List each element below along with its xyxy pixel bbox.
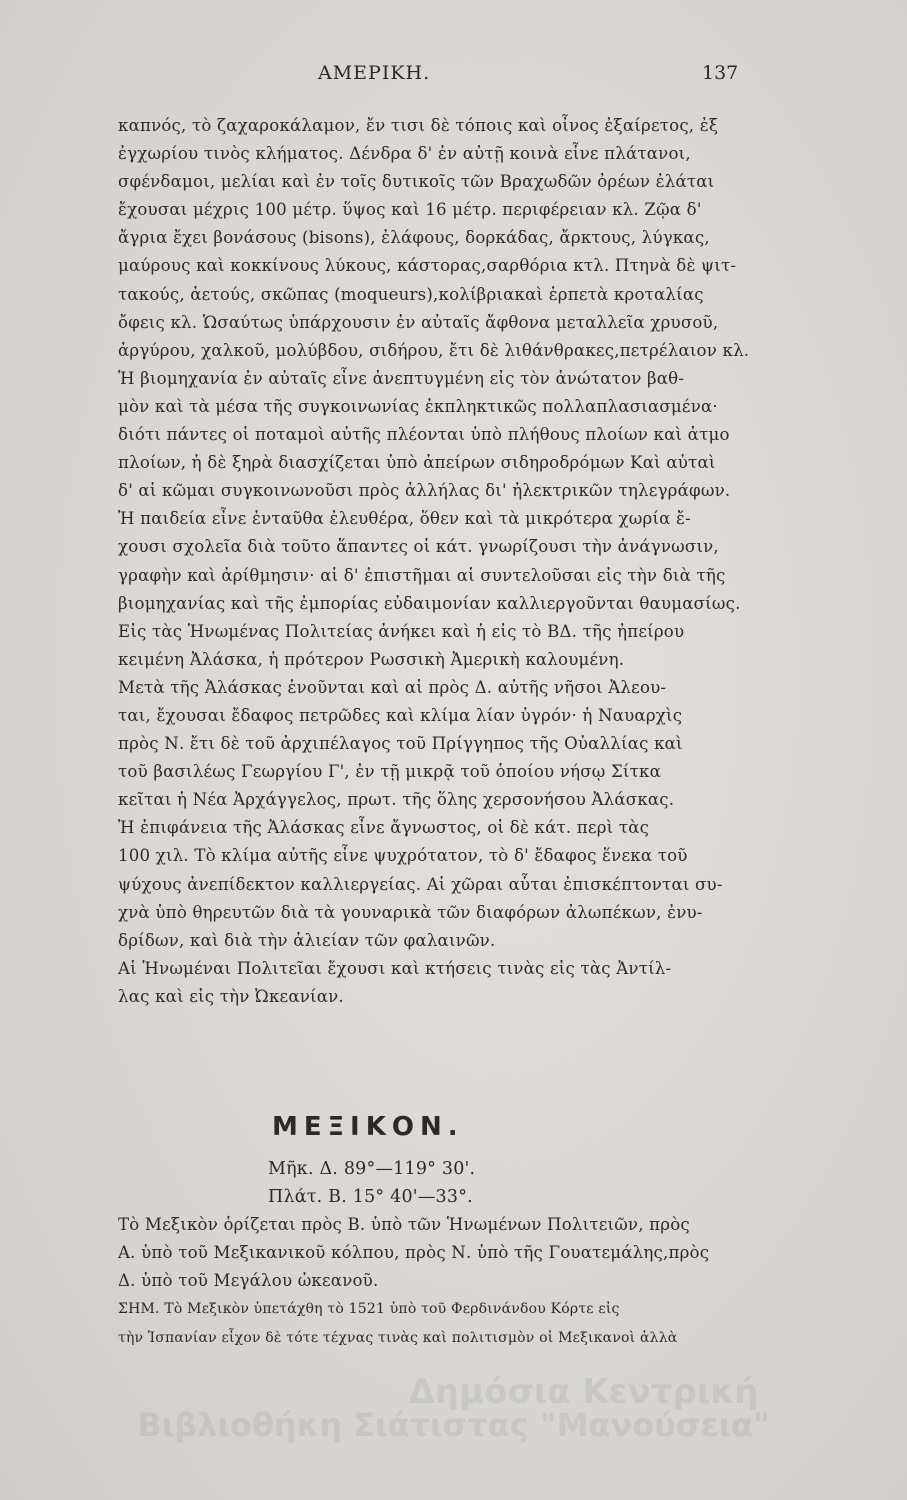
library-watermark-line1: Δημόσια Κεντρική — [408, 1372, 759, 1412]
text-line: ψύχους ἀνεπίδεκτον καλλιεργείας. Αἱ χῶραι αὗται ἐπισκέπτονται συ- — [118, 874, 723, 894]
text-line: Ἡ ἐπιφάνεια τῆς Ἀλάσκας εἶνε ἄγνωστος, οἱ δὲ κάτ. περὶ τὰς — [118, 818, 650, 838]
text-line: ἀργύρου, χαλκοῦ, μολύβδου, σιδήρου, ἔτι δὲ λιθάνθρακες,πετρέλαιον κλ. — [118, 340, 750, 360]
text-line: ἔχουσαι μέχρις 100 μέτρ. ὕψος καὶ 16 μέτρ. περιφέρειαν κλ. Ζῷα δ' — [118, 200, 702, 220]
text-line: Ἡ βιομηχανία ἐν αὐταῖς εἶνε ἀνεπτυγμένη εἰς τὸν ἀνώτατον βαθ- — [118, 368, 685, 388]
mexico-section — [118, 1155, 758, 1352]
section-title-mexico: ΜΕΞΙΚΟΝ. — [272, 1112, 464, 1142]
longitude-line: Μῆκ. Δ. 89°—119° 30'. — [268, 1159, 476, 1179]
text-line: ὄφεις κλ. Ὡσαύτως ὑπάρχουσιν ἐν αὐταῖς ἄφθονα μεταλλεῖα χρυσοῦ, — [118, 312, 719, 332]
text-line: κεῖται ἡ Νέα Ἀρχάγγελος, πρωτ. τῆς ὅλης χερσονήσου Ἀλάσκας. — [118, 790, 675, 810]
text-line: χουσι σχολεῖα διὰ τοῦτο ἅπαντες οἱ κάτ. γνωρίζουσι τὴν ἀνάγνωσιν, — [118, 537, 719, 557]
page-header — [0, 62, 907, 92]
latitude-line: Πλάτ. Β. 15° 40'—33°. — [268, 1187, 473, 1208]
text-line: Αἱ Ἡνωμέναι Πολιτεῖαι ἔχουσι καὶ κτήσεις τινὰς εἰς τὰς Ἀντίλ- — [118, 958, 672, 978]
text-line: Εἰς τὰς Ἡνωμένας Πολιτείας ἀνήκει καὶ ἡ εἰς τὸ ΒΔ. τῆς ἠπείρου — [118, 621, 685, 641]
page-number: 137 — [702, 62, 739, 84]
text-line: δ' αἱ κῶμαι συγκοινωνοῦσι πρὸς ἀλλήλας δι' ἠλεκτρικῶν τηλεγράφων. — [118, 481, 731, 501]
running-head: ΑΜΕΡΙΚΗ. — [318, 62, 431, 84]
text-line: μὸν καὶ τὰ μέσα τῆς συγκοινωνίας ἐκπληκτικῶς πολλαπλασιασμένα· — [118, 396, 718, 416]
text-line: βιομηχανίας καὶ τῆς ἐμπορίας εὐδαιμονίαν καλλιεργοῦνται θαυμασίως. — [118, 593, 741, 613]
text-line: ἐγχωρίου τινὸς κλήματος. Δένδρα δ' ἐν αὐτῇ κοινὰ εἶνε πλάτανοι, — [118, 144, 691, 164]
body-text — [118, 112, 758, 1011]
text-line: Δ. ὑπὸ τοῦ Μεγάλου ὠκεανοῦ. — [118, 1271, 379, 1291]
text-line: σφένδαμοι, μελίαι καὶ ἐν τοῖς δυτικοῖς τῶν Βραχωδῶν ὀρέων ἐλάται — [118, 172, 715, 192]
text-line: τακούς, ἀετούς, σκῶπας (moqueurs),κολίβριακαὶ ἑρπετὰ κροταλίας — [118, 284, 704, 304]
text-line: γραφὴν καὶ ἀρίθμησιν· αἱ δ' ἐπιστῆμαι αἱ συντελοῦσαι εἰς τὴν διὰ τῆς — [118, 565, 726, 585]
text-line: τὴν Ἱσπανίαν εἶχον δὲ τότε τέχνας τινὰς καὶ πολιτισμὸν οἱ Μεξικανοὶ ἀλλὰ — [118, 1329, 678, 1346]
text-line: τοῦ βασιλέως Γεωργίου Γ', ἐν τῇ μικρᾷ τοῦ ὁποίου νήσῳ Σίτκα — [118, 762, 661, 782]
text-line: Α. ὑπὸ τοῦ Μεξικανικοῦ κόλπου, πρὸς Ν. ὑπὸ τῆς Γουατεμάλης,πρὸς — [118, 1243, 710, 1263]
text-line: πλοίων, ἡ δὲ ξηρὰ διασχίζεται ὑπὸ ἀπείρων σιδηροδρόμων Καὶ αὐταὶ — [118, 453, 716, 473]
text-line: Τὸ Μεξικὸν ὁρίζεται πρὸς Β. ὑπὸ τῶν Ἡνωμένων Πολιτειῶν, πρὸς — [118, 1215, 690, 1235]
text-line: ΣΗΜ. Τὸ Μεξικὸν ὑπετάχθη τὸ 1521 ὑπὸ τοῦ Φερδινάνδου Κόρτε εἰς — [118, 1301, 620, 1318]
text-line: Ἡ παιδεία εἶνε ἐνταῦθα ἐλευθέρα, ὅθεν καὶ τὰ μικρότερα χωρία ἔ- — [118, 509, 691, 529]
text-line: λας καὶ εἰς τὴν Ὠκεανίαν. — [118, 986, 344, 1006]
text-line: μαύρους καὶ κοκκίνους λύκους, κάστορας,σαρθόρια κτλ. Πτηνὰ δὲ ψιτ- — [118, 256, 737, 276]
text-line: 100 χιλ. Τὸ κλίμα αὐτῆς εἶνε ψυχρότατον, τὸ δ' ἔδαφος ἕνεκα τοῦ — [118, 846, 688, 866]
text-line: χνὰ ὑπὸ θηρευτῶν διὰ τὰ γουναρικὰ τῶν διαφόρων ἀλωπέκων, ἐνυ- — [118, 902, 703, 922]
text-line: ἄγρια ἔχει βονάσους (bisons), ἐλάφους, δορκάδας, ἄρκτους, λύγκας, — [118, 228, 710, 248]
library-watermark-line2: Βιβλιοθήκη Σιάτιστας "Μανούσεια" — [137, 1406, 770, 1444]
text-line: κειμένη Ἀλάσκα, ἡ πρότερον Ρωσσικὴ Ἀμερικὴ καλουμένη. — [118, 649, 625, 669]
text-line: Μετὰ τῆς Ἀλάσκας ἑνοῦνται καὶ αἱ πρὸς Δ. αὐτῆς νῆσοι Ἀλεου- — [118, 677, 667, 697]
text-line: δρίδων, καὶ διὰ τὴν ἁλιείαν τῶν φαλαινῶν. — [118, 930, 496, 950]
text-line: διότι πάντες οἱ ποταμοὶ αὐτῆς πλέονται ὑπὸ πλήθους πλοίων καὶ ἀτμο — [118, 425, 730, 445]
text-line: καπνός, τὸ ζαχαροκάλαμον, ἔν τισι δὲ τόποις καὶ οἶνος ἐξαίρετος, ἐξ — [118, 116, 719, 135]
text-line: πρὸς Ν. ἔτι δὲ τοῦ ἀρχιπέλαγος τοῦ Πρίγγηπος τῆς Οὐαλλίας καὶ — [118, 734, 683, 754]
text-line: ται, ἔχουσαι ἔδαφος πετρῶδες καὶ κλίμα λίαν ὑγρόν· ἡ Ναυαρχὶς — [118, 705, 683, 725]
